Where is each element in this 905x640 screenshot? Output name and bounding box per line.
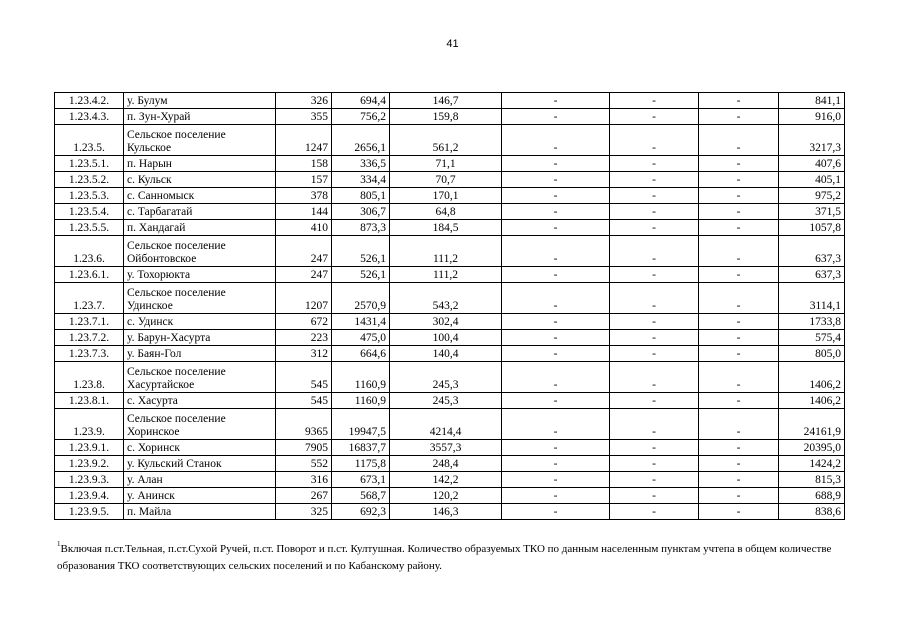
- empty-value: -: [502, 362, 610, 393]
- settlement-name: с. Удинск: [124, 314, 276, 330]
- table-row: [55, 172, 845, 188]
- settlement-name: Сельское поселение Хоринское: [124, 409, 276, 440]
- population-value: 247: [276, 267, 332, 283]
- empty-value: -: [502, 456, 610, 472]
- mass-value: 245,3: [390, 362, 502, 393]
- total-value: 688,9: [779, 488, 845, 504]
- population-value: 144: [276, 204, 332, 220]
- population-value: 158: [276, 156, 332, 172]
- population-value: 316: [276, 472, 332, 488]
- population-value: 7905: [276, 440, 332, 456]
- empty-value: -: [610, 204, 699, 220]
- settlement-name: с. Санномыск: [124, 188, 276, 204]
- empty-value: -: [699, 472, 779, 488]
- empty-value: -: [699, 393, 779, 409]
- empty-value: -: [610, 504, 699, 520]
- table-row: [55, 472, 845, 488]
- volume-value: 1175,8: [332, 456, 390, 472]
- mass-value: 146,3: [390, 504, 502, 520]
- total-value: 637,3: [779, 267, 845, 283]
- empty-value: -: [610, 267, 699, 283]
- population-value: 9365: [276, 409, 332, 440]
- mass-value: 302,4: [390, 314, 502, 330]
- population-value: 223: [276, 330, 332, 346]
- mass-value: 3557,3: [390, 440, 502, 456]
- table-row: [55, 504, 845, 520]
- page-number: 41: [446, 38, 459, 50]
- empty-value: -: [699, 488, 779, 504]
- mass-value: 140,4: [390, 346, 502, 362]
- total-value: 841,1: [779, 93, 845, 109]
- settlement-code: 1.23.9.4.: [55, 488, 124, 504]
- volume-value: 873,3: [332, 220, 390, 236]
- settlement-name: у. Булум: [124, 93, 276, 109]
- mass-value: 111,2: [390, 236, 502, 267]
- settlement-name: Сельское поселение Удинское: [124, 283, 276, 314]
- settlement-name: у. Алан: [124, 472, 276, 488]
- volume-value: 336,5: [332, 156, 390, 172]
- settlement-name: у. Баян-Гол: [124, 346, 276, 362]
- volume-value: 306,7: [332, 204, 390, 220]
- empty-value: -: [699, 330, 779, 346]
- empty-value: -: [502, 267, 610, 283]
- total-value: 20395,0: [779, 440, 845, 456]
- empty-value: -: [699, 346, 779, 362]
- population-value: 410: [276, 220, 332, 236]
- empty-value: -: [610, 456, 699, 472]
- settlement-code: 1.23.9.3.: [55, 472, 124, 488]
- settlement-code: 1.23.6.: [55, 236, 124, 267]
- settlement-name: у. Тохорюкта: [124, 267, 276, 283]
- population-value: 672: [276, 314, 332, 330]
- mass-value: 543,2: [390, 283, 502, 314]
- empty-value: -: [610, 488, 699, 504]
- table-row: [55, 188, 845, 204]
- table-row: [55, 346, 845, 362]
- mass-value: 561,2: [390, 125, 502, 156]
- settlement-code: 1.23.7.3.: [55, 346, 124, 362]
- mass-value: 170,1: [390, 188, 502, 204]
- settlement-name: с. Хоринск: [124, 440, 276, 456]
- table-row: [55, 109, 845, 125]
- empty-value: -: [502, 156, 610, 172]
- mass-value: 142,2: [390, 472, 502, 488]
- settlement-code: 1.23.5.5.: [55, 220, 124, 236]
- total-value: 637,3: [779, 236, 845, 267]
- settlement-name: п. Майла: [124, 504, 276, 520]
- population-value: 325: [276, 504, 332, 520]
- empty-value: -: [699, 93, 779, 109]
- empty-value: -: [610, 440, 699, 456]
- population-value: 378: [276, 188, 332, 204]
- empty-value: -: [610, 188, 699, 204]
- empty-value: -: [699, 314, 779, 330]
- empty-value: -: [610, 330, 699, 346]
- total-value: 838,6: [779, 504, 845, 520]
- table-row: [55, 456, 845, 472]
- empty-value: -: [610, 409, 699, 440]
- table-row: [55, 220, 845, 236]
- empty-value: -: [610, 283, 699, 314]
- mass-value: 4214,4: [390, 409, 502, 440]
- empty-value: -: [502, 125, 610, 156]
- total-value: 815,3: [779, 472, 845, 488]
- settlement-name: у. Барун-Хасурта: [124, 330, 276, 346]
- empty-value: -: [610, 220, 699, 236]
- table-row: [55, 409, 845, 440]
- empty-value: -: [502, 172, 610, 188]
- empty-value: -: [610, 125, 699, 156]
- empty-value: -: [502, 409, 610, 440]
- population-value: 545: [276, 362, 332, 393]
- total-value: 3114,1: [779, 283, 845, 314]
- tko-volume-table: [54, 92, 845, 520]
- empty-value: -: [610, 93, 699, 109]
- volume-value: 1160,9: [332, 393, 390, 409]
- volume-value: 673,1: [332, 472, 390, 488]
- empty-value: -: [502, 93, 610, 109]
- empty-value: -: [502, 283, 610, 314]
- empty-value: -: [502, 188, 610, 204]
- volume-value: 1431,4: [332, 314, 390, 330]
- empty-value: -: [502, 488, 610, 504]
- empty-value: -: [610, 472, 699, 488]
- footnote: [57, 541, 847, 575]
- settlement-code: 1.23.8.1.: [55, 393, 124, 409]
- total-value: 1424,2: [779, 456, 845, 472]
- footnote-text: Включая п.ст.Тельная, п.ст.Сухой Ручей, п.ст. Поворот и п.ст. Култушная. Количество образуемых ТКО по данным населенным пунктам учтепа в общем количестве образования ТКО соответствующих сельских поселений и по Кабанскому району.: [57, 543, 832, 572]
- table-row: [55, 267, 845, 283]
- total-value: 405,1: [779, 172, 845, 188]
- volume-value: 475,0: [332, 330, 390, 346]
- mass-value: 159,8: [390, 109, 502, 125]
- empty-value: -: [610, 393, 699, 409]
- empty-value: -: [502, 440, 610, 456]
- empty-value: -: [699, 204, 779, 220]
- settlement-code: 1.23.5.2.: [55, 172, 124, 188]
- empty-value: -: [699, 156, 779, 172]
- settlement-name: Сельское поселение Кульское: [124, 125, 276, 156]
- empty-value: -: [699, 283, 779, 314]
- settlement-code: 1.23.9.2.: [55, 456, 124, 472]
- settlement-code: 1.23.5.3.: [55, 188, 124, 204]
- empty-value: -: [502, 330, 610, 346]
- table-row: [55, 156, 845, 172]
- table-row: [55, 236, 845, 267]
- empty-value: -: [699, 440, 779, 456]
- mass-value: 70,7: [390, 172, 502, 188]
- settlement-name: с. Тарбагатай: [124, 204, 276, 220]
- table-body: [55, 93, 845, 520]
- settlement-name: у. Кульский Станок: [124, 456, 276, 472]
- population-value: 1247: [276, 125, 332, 156]
- population-value: 267: [276, 488, 332, 504]
- empty-value: -: [610, 172, 699, 188]
- empty-value: -: [502, 504, 610, 520]
- empty-value: -: [610, 346, 699, 362]
- empty-value: -: [502, 346, 610, 362]
- population-value: 247: [276, 236, 332, 267]
- total-value: 805,0: [779, 346, 845, 362]
- settlement-code: 1.23.8.: [55, 362, 124, 393]
- empty-value: -: [699, 504, 779, 520]
- total-value: 24161,9: [779, 409, 845, 440]
- volume-value: 2570,9: [332, 283, 390, 314]
- settlement-code: 1.23.4.2.: [55, 93, 124, 109]
- settlement-code: 1.23.9.5.: [55, 504, 124, 520]
- mass-value: 100,4: [390, 330, 502, 346]
- volume-value: 1160,9: [332, 362, 390, 393]
- settlement-name: п. Зун-Хурай: [124, 109, 276, 125]
- volume-value: 756,2: [332, 109, 390, 125]
- settlement-code: 1.23.4.3.: [55, 109, 124, 125]
- volume-value: 16837,7: [332, 440, 390, 456]
- mass-value: 120,2: [390, 488, 502, 504]
- empty-value: -: [699, 456, 779, 472]
- empty-value: -: [610, 362, 699, 393]
- total-value: 1406,2: [779, 393, 845, 409]
- empty-value: -: [699, 220, 779, 236]
- settlement-code: 1.23.6.1.: [55, 267, 124, 283]
- empty-value: -: [699, 267, 779, 283]
- empty-value: -: [610, 109, 699, 125]
- empty-value: -: [502, 393, 610, 409]
- population-value: 312: [276, 346, 332, 362]
- table-row: [55, 125, 845, 156]
- mass-value: 64,8: [390, 204, 502, 220]
- empty-value: -: [610, 236, 699, 267]
- settlement-name: с. Кульск: [124, 172, 276, 188]
- settlement-code: 1.23.9.: [55, 409, 124, 440]
- volume-value: 526,1: [332, 267, 390, 283]
- volume-value: 2656,1: [332, 125, 390, 156]
- mass-value: 111,2: [390, 267, 502, 283]
- empty-value: -: [502, 236, 610, 267]
- mass-value: 146,7: [390, 93, 502, 109]
- volume-value: 334,4: [332, 172, 390, 188]
- settlement-code: 1.23.5.4.: [55, 204, 124, 220]
- empty-value: -: [502, 314, 610, 330]
- volume-value: 694,4: [332, 93, 390, 109]
- empty-value: -: [610, 314, 699, 330]
- total-value: 575,4: [779, 330, 845, 346]
- population-value: 545: [276, 393, 332, 409]
- volume-value: 805,1: [332, 188, 390, 204]
- total-value: 1733,8: [779, 314, 845, 330]
- empty-value: -: [699, 188, 779, 204]
- settlement-name: у. Анинск: [124, 488, 276, 504]
- volume-value: 526,1: [332, 236, 390, 267]
- settlement-code: 1.23.7.1.: [55, 314, 124, 330]
- empty-value: -: [699, 125, 779, 156]
- settlement-name: с. Хасурта: [124, 393, 276, 409]
- total-value: 916,0: [779, 109, 845, 125]
- mass-value: 245,3: [390, 393, 502, 409]
- total-value: 407,6: [779, 156, 845, 172]
- empty-value: -: [699, 172, 779, 188]
- settlement-name: п. Хандагай: [124, 220, 276, 236]
- table-row: [55, 393, 845, 409]
- table-row: [55, 93, 845, 109]
- total-value: 1406,2: [779, 362, 845, 393]
- empty-value: -: [699, 109, 779, 125]
- mass-value: 71,1: [390, 156, 502, 172]
- table-row: [55, 204, 845, 220]
- population-value: 157: [276, 172, 332, 188]
- total-value: 371,5: [779, 204, 845, 220]
- volume-value: 568,7: [332, 488, 390, 504]
- empty-value: -: [699, 409, 779, 440]
- empty-value: -: [502, 109, 610, 125]
- settlement-code: 1.23.7.: [55, 283, 124, 314]
- table-row: [55, 488, 845, 504]
- empty-value: -: [502, 472, 610, 488]
- population-value: 552: [276, 456, 332, 472]
- total-value: 975,2: [779, 188, 845, 204]
- footnote-marker: 1: [57, 540, 61, 548]
- population-value: 326: [276, 93, 332, 109]
- volume-value: 664,6: [332, 346, 390, 362]
- table-row: [55, 314, 845, 330]
- settlement-code: 1.23.5.1.: [55, 156, 124, 172]
- mass-value: 184,5: [390, 220, 502, 236]
- empty-value: -: [699, 362, 779, 393]
- table-row: [55, 362, 845, 393]
- empty-value: -: [699, 236, 779, 267]
- mass-value: 248,4: [390, 456, 502, 472]
- table-row: [55, 283, 845, 314]
- settlement-name: п. Нарын: [124, 156, 276, 172]
- table-row: [55, 330, 845, 346]
- table-row: [55, 440, 845, 456]
- settlement-code: 1.23.9.1.: [55, 440, 124, 456]
- settlement-code: 1.23.5.: [55, 125, 124, 156]
- population-value: 1207: [276, 283, 332, 314]
- settlement-code: 1.23.7.2.: [55, 330, 124, 346]
- settlement-name: Сельское поселение Хасуртайское: [124, 362, 276, 393]
- empty-value: -: [502, 204, 610, 220]
- total-value: 1057,8: [779, 220, 845, 236]
- volume-value: 692,3: [332, 504, 390, 520]
- empty-value: -: [502, 220, 610, 236]
- total-value: 3217,3: [779, 125, 845, 156]
- settlement-name: Сельское поселение Ойбонтовское: [124, 236, 276, 267]
- volume-value: 19947,5: [332, 409, 390, 440]
- population-value: 355: [276, 109, 332, 125]
- empty-value: -: [610, 156, 699, 172]
